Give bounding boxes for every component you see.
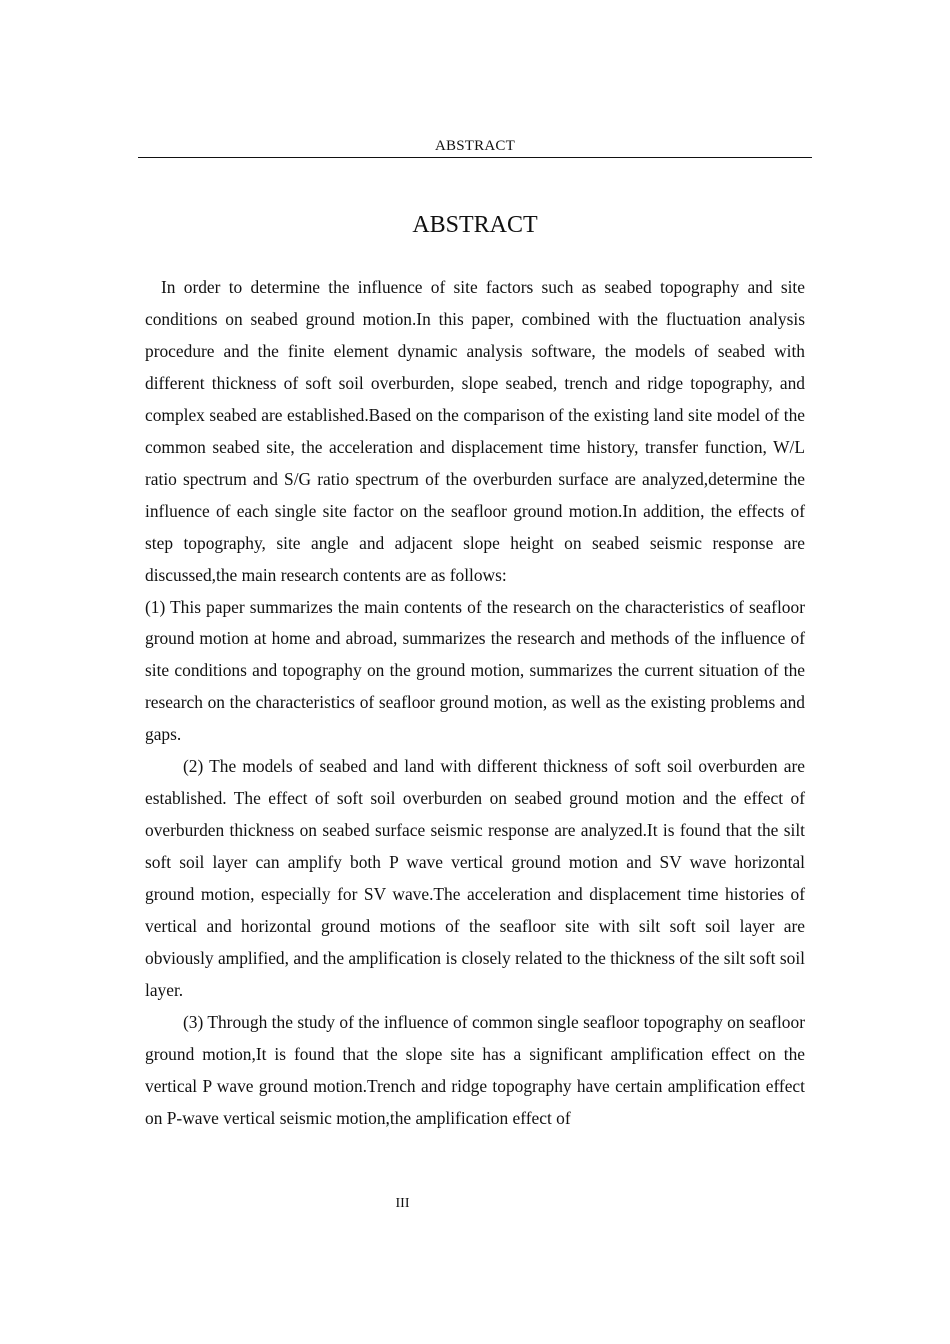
header-divider	[138, 157, 812, 158]
abstract-paragraph-2: (2) The models of seabed and land with different thickness of soft soil overburden are established. The effect of soft soil overburden on seabed ground motion and the effect of overburden thickness on seabed surface seismic response are analyzed.It is found that the silt soft soil layer can amplify both P wave vertical ground motion and SV wave horizontal ground motion, especially for SV wave.The acceleration and displacement time histories of vertical and horizontal ground motions of the seafloor site with silt soft soil layer are obviously amplified, and the amplification is closely related to the thickness of the silt soft soil layer.	[145, 756, 805, 1000]
running-header: ABSTRACT	[435, 138, 515, 154]
abstract-paragraph-1: (1) This paper summarizes the main contents of the research on the characteristics of seafloor ground motion at home and abroad, summarizes the research and methods of the influence of site conditions and topography on the ground motion, summarizes the current situation of the research on the characteristics of seafloor ground motion, as well as the existing problems and gaps.	[145, 596, 805, 745]
page-number: III	[395, 1196, 410, 1211]
abstract-paragraph-3: (3) Through the study of the influence of common single seafloor topography on seafloor ground motion,It is found that the slope site has a significant amplification effect on the vertical P wave ground motion.Trench and ridge topography have certain amplification effect on P-wave vertical seismic motion,the amplification effect of	[145, 1011, 805, 1128]
abstract-body	[145, 272, 805, 1135]
abstract-paragraph-intro: In order to determine the influence of site factors such as seabed topography and site conditions on seabed ground motion.In this paper, combined with the fluctuation analysis procedure and the finite element dynamic analysis software, the models of seabed with different thickness of soft soil overburden, slope seabed, trench and ridge topography, and complex seabed are established.Based on the comparison of the existing land site model of the common seabed site, the acceleration and displacement time history, transfer function, W/L ratio spectrum and S/G ratio spectrum of the overburden surface are analyzed,determine the influence of each single site factor on the seafloor ground motion.In addition, the effects of step topography, site angle and adjacent slope height on seabed seismic response are discussed,the main research contents are as follows:	[145, 277, 805, 585]
page-title: ABSTRACT	[412, 212, 538, 238]
